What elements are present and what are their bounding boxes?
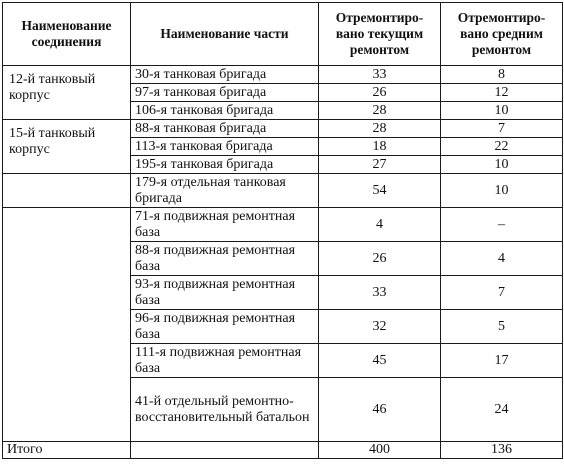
- medium-repair-cell: 24: [441, 378, 563, 442]
- current-repair-cell: 18: [319, 138, 441, 156]
- current-repair-cell: 33: [319, 66, 441, 84]
- unit-cell: 111-я подвижная ремонтная база: [131, 344, 319, 378]
- table-row: [3, 120, 563, 138]
- medium-repair-cell: 10: [441, 102, 563, 120]
- header-medium-repair: Отремонтиро-вано средним ремонтом: [441, 3, 563, 66]
- medium-repair-cell: 8: [441, 66, 563, 84]
- medium-repair-cell: 10: [441, 174, 563, 208]
- unit-cell: 97-я танковая бригада: [131, 84, 319, 102]
- total-row: [3, 442, 563, 459]
- medium-repair-cell: 10: [441, 156, 563, 174]
- unit-cell: 179-я отдельная танковая бригада: [131, 174, 319, 208]
- current-repair-cell: 27: [319, 156, 441, 174]
- table-row: [3, 208, 563, 242]
- unit-cell: 88-я танковая бригада: [131, 120, 319, 138]
- current-repair-cell: 45: [319, 344, 441, 378]
- formation-cell: 15-й танковый корпус: [3, 120, 131, 174]
- medium-repair-cell: 5: [441, 310, 563, 344]
- unit-cell: 93-я подвижная ремонтная база: [131, 276, 319, 310]
- header-row: [3, 3, 563, 66]
- medium-repair-cell: 22: [441, 138, 563, 156]
- unit-cell: 30-я танковая бригада: [131, 66, 319, 84]
- header-current-repair: Отремонтиро-вано текущим ремонтом: [319, 3, 441, 66]
- unit-cell: 96-я подвижная ремонтная база: [131, 310, 319, 344]
- header-formation: Наименование соединения: [3, 3, 131, 66]
- medium-repair-cell: 7: [441, 120, 563, 138]
- medium-repair-cell: –: [441, 208, 563, 242]
- unit-cell: 88-я подвижная ремонтная база: [131, 242, 319, 276]
- total-current-repair: 400: [319, 442, 441, 459]
- repair-table: [2, 2, 563, 459]
- header-unit: Наименование части: [131, 3, 319, 66]
- unit-cell: 41-й отдельный ремонтно-восстановительный батальон: [131, 378, 319, 442]
- unit-cell: 71-я подвижная ремонтная база: [131, 208, 319, 242]
- table-row: [3, 66, 563, 84]
- current-repair-cell: 28: [319, 120, 441, 138]
- current-repair-cell: 33: [319, 276, 441, 310]
- unit-cell: 106-я танковая бригада: [131, 102, 319, 120]
- current-repair-cell: 46: [319, 378, 441, 442]
- medium-repair-cell: 4: [441, 242, 563, 276]
- formation-cell-empty: [3, 174, 131, 208]
- current-repair-cell: 4: [319, 208, 441, 242]
- medium-repair-cell: 12: [441, 84, 563, 102]
- current-repair-cell: 28: [319, 102, 441, 120]
- current-repair-cell: 54: [319, 174, 441, 208]
- medium-repair-cell: 7: [441, 276, 563, 310]
- medium-repair-cell: 17: [441, 344, 563, 378]
- unit-cell: 195-я танковая бригада: [131, 156, 319, 174]
- formation-cell-empty: [3, 208, 131, 442]
- table-row: [3, 174, 563, 208]
- formation-cell: 12-й танковый корпус: [3, 66, 131, 120]
- total-unit-empty: [131, 442, 319, 459]
- current-repair-cell: 32: [319, 310, 441, 344]
- unit-cell: 113-я танковая бригада: [131, 138, 319, 156]
- total-medium-repair: 136: [441, 442, 563, 459]
- current-repair-cell: 26: [319, 84, 441, 102]
- total-label: Итого: [3, 442, 131, 459]
- current-repair-cell: 26: [319, 242, 441, 276]
